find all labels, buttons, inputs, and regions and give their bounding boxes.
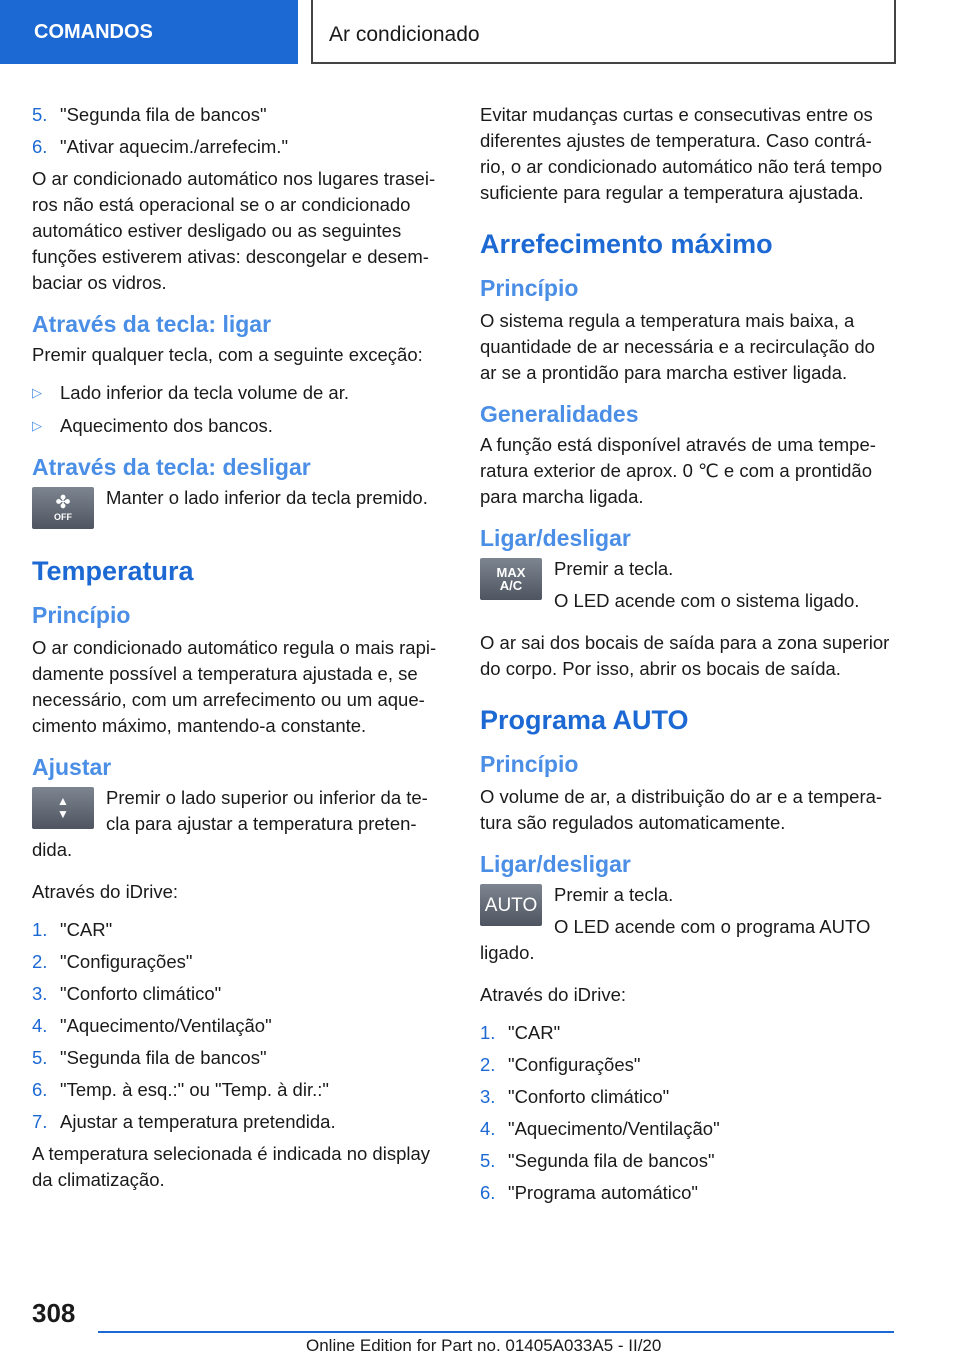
paragraph-max-led: O LED acende com o sistema ligado. xyxy=(554,590,860,611)
paragraph-principle: O ar condicionado automático regula o mais rapi-damente possível a temperatura ajustada e, se necessário, com um arrefecimento ou um aque-cimento máximo, mantendo-a constante. xyxy=(32,637,437,736)
list-text: "Temp. à esq.:" ou "Temp. à dir.:" xyxy=(60,1079,329,1100)
page-number: 308 xyxy=(32,1298,76,1328)
key-off-block xyxy=(32,485,448,533)
list-text: "Aquecimento/Ventilação" xyxy=(508,1118,720,1139)
list-item xyxy=(32,134,448,160)
heading-principle: Princípio xyxy=(480,275,579,301)
paragraph-avoid: Evitar mudanças curtas e consecutivas entre os diferentes ajustes de temperatura. Caso contrá-rio, o ar condicionado automático não terá tempo suficiente para regular a temperatura ajustada. xyxy=(480,104,883,203)
list-item xyxy=(480,1052,896,1078)
list-text: "CAR" xyxy=(508,1022,561,1043)
list-number: 5. xyxy=(32,104,48,125)
list-number: 5. xyxy=(32,1047,48,1068)
edition-note: Online Edition for Part no. 01405A033A5 - II/20 xyxy=(306,1336,662,1355)
ac-label: A/C xyxy=(499,578,523,593)
list-item xyxy=(32,1013,448,1039)
list-text: "Conforto climático" xyxy=(508,1086,670,1107)
triangle-bullet-icon: ▷ xyxy=(32,418,42,433)
list-number: 6. xyxy=(480,1182,496,1203)
fan-off-button-image xyxy=(32,487,94,529)
off-label: OFF xyxy=(54,511,72,522)
list-item xyxy=(32,1077,448,1103)
list-number: 7. xyxy=(32,1111,48,1132)
chapter-title: Ar condicionado xyxy=(329,23,480,46)
paragraph-key-on: Premir qualquer tecla, com a seguinte exceção: xyxy=(32,344,423,365)
list-text: "Programa automático" xyxy=(508,1182,698,1203)
list-top xyxy=(32,102,448,160)
paragraph-auto-led: O LED acende com o programa AUTO ligado. xyxy=(480,916,871,963)
list-number: 3. xyxy=(32,983,48,1004)
heading-auto-onoff: Ligar/desligar xyxy=(480,851,631,877)
max-label: MAX xyxy=(496,565,526,580)
right-column xyxy=(480,102,896,1212)
list-text: "Ativar aquecim./arrefecim." xyxy=(60,136,289,157)
list-text: "Aquecimento/Ventilação" xyxy=(60,1015,272,1036)
list-text: "Configurações" xyxy=(60,951,193,972)
list-number: 3. xyxy=(480,1086,496,1107)
list-number: 1. xyxy=(32,919,48,940)
list-item xyxy=(32,949,448,975)
list-text: Lado inferior da tecla volume de ar. xyxy=(60,382,349,403)
paragraph-display: A temperatura selecionada é indicada no display da climatização. xyxy=(32,1143,431,1190)
list-item xyxy=(32,380,448,406)
paragraph-idrive: Através do iDrive: xyxy=(32,881,178,902)
footer-divider xyxy=(98,1331,894,1333)
list-item xyxy=(32,981,448,1007)
paragraph-auto-principle: O volume de ar, a distribuição do ar e a tempera-tura são regulados automaticamente. xyxy=(480,786,883,833)
list-number: 4. xyxy=(480,1118,496,1139)
auto-button-image xyxy=(480,884,542,926)
list-text: "Segunda fila de bancos" xyxy=(60,1047,267,1068)
heading-adjust: Ajustar xyxy=(32,754,112,780)
auto-label: AUTO xyxy=(484,894,538,916)
list-idrive xyxy=(32,917,448,1135)
max-ac-button-image xyxy=(480,558,542,600)
paragraph-adjust: Premir o lado superior ou inferior da te-cla para ajustar a temperatura preten-dida. xyxy=(32,787,428,860)
list-item xyxy=(32,413,448,439)
section-label: COMANDOS xyxy=(34,20,153,43)
paragraph-general: A função está disponível através de uma tempe-ratura exterior de aprox. 0 ℃ e com a prontidão para marcha ligada. xyxy=(480,434,876,507)
paragraph-max-principle: O sistema regula a temperatura mais baixa, a quantidade de ar necessária e a recirculação do ar se a prontidão para marcha estiver ligada. xyxy=(480,310,875,383)
paragraph-rear: O ar condicionado automático nos lugares trasei-ros não está operacional se o ar condicionado automático estiver desligado ou as seguintes funções estiverem ativas: descongelar e desem-baciar os vidros. xyxy=(32,168,436,293)
list-number: 1. xyxy=(480,1022,496,1043)
temperature-rocker-image xyxy=(32,787,94,829)
list-number: 4. xyxy=(32,1015,48,1036)
list-text: "Segunda fila de bancos" xyxy=(60,104,267,125)
heading-key-off: Através da tecla: desligar xyxy=(32,454,311,480)
list-text: Ajustar a temperatura pretendida. xyxy=(60,1111,336,1132)
list-item xyxy=(480,1180,896,1206)
arrow-up-icon: ▲ xyxy=(57,794,69,808)
list-item xyxy=(480,1148,896,1174)
auto-onoff-block xyxy=(480,882,896,966)
list-text: "Conforto climático" xyxy=(60,983,222,1004)
heading-general: Generalidades xyxy=(480,401,639,427)
list-item xyxy=(480,1020,896,1046)
list-number: 6. xyxy=(32,136,48,157)
list-text: Aquecimento dos bancos. xyxy=(60,415,273,436)
max-onoff-block xyxy=(480,556,896,614)
list-item xyxy=(32,917,448,943)
paragraph-auto-press: Premir a tecla. xyxy=(554,884,674,905)
heading-temperature: Temperatura xyxy=(32,556,194,586)
arrow-down-icon: ▼ xyxy=(57,807,69,821)
paragraph-max-press: Premir a tecla. xyxy=(554,558,674,579)
list-item xyxy=(32,1109,448,1135)
left-column xyxy=(32,102,448,1205)
exception-list xyxy=(32,380,448,439)
paragraph-key-off: Manter o lado inferior da tecla premido. xyxy=(106,487,428,508)
heading-key-on: Através da tecla: ligar xyxy=(32,311,272,337)
list-item xyxy=(32,1045,448,1071)
list-text: "Configurações" xyxy=(508,1054,641,1075)
list-number: 6. xyxy=(32,1079,48,1100)
chapter-title-box xyxy=(311,0,896,64)
fan-icon: ✤ xyxy=(55,491,71,512)
adjust-block xyxy=(32,785,448,863)
list-number: 5. xyxy=(480,1150,496,1171)
list-item xyxy=(32,102,448,128)
list-text: "Segunda fila de bancos" xyxy=(508,1150,715,1171)
heading-auto-program: Programa AUTO xyxy=(480,705,689,735)
section-tab xyxy=(0,0,298,64)
heading-max-onoff: Ligar/desligar xyxy=(480,525,631,551)
heading-principle: Princípio xyxy=(480,751,579,777)
paragraph-idrive: Através do iDrive: xyxy=(480,984,626,1005)
list-number: 2. xyxy=(32,951,48,972)
list-item xyxy=(480,1116,896,1142)
list-text: "CAR" xyxy=(60,919,113,940)
list-idrive xyxy=(480,1020,896,1206)
heading-max-cooling: Arrefecimento máximo xyxy=(480,229,773,259)
heading-principle: Princípio xyxy=(32,602,131,628)
list-item xyxy=(480,1084,896,1110)
paragraph-max-vents: O ar sai dos bocais de saída para a zona superior do corpo. Por isso, abrir os bocais de saída. xyxy=(480,632,890,679)
triangle-bullet-icon: ▷ xyxy=(32,385,42,400)
list-number: 2. xyxy=(480,1054,496,1075)
